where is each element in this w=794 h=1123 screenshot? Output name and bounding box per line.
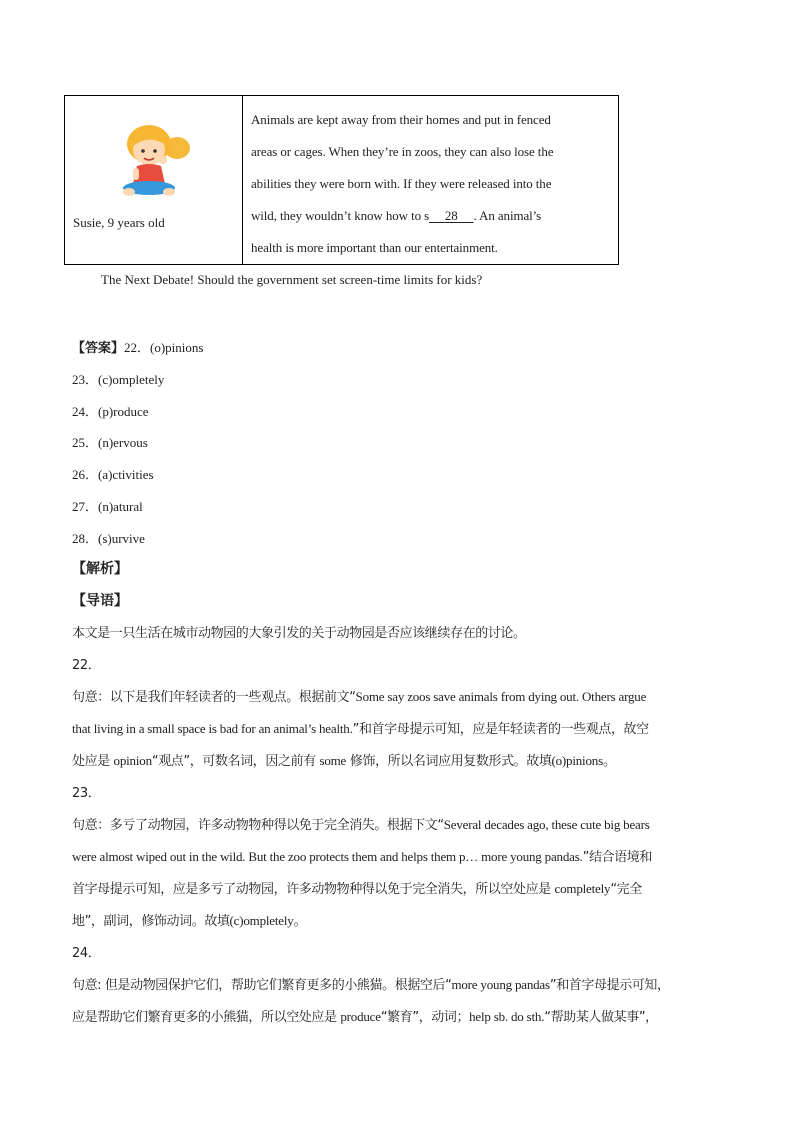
answer-item: 25．(n)ervous	[72, 435, 148, 450]
q22-line	[72, 750, 616, 769]
text: “完全	[610, 882, 642, 897]
text: 。	[293, 914, 307, 929]
quote-line: health is more important than our entertainment.	[251, 240, 498, 255]
q23-number: 23．	[72, 786, 101, 801]
text: Some say zoos save animals from dying out. Others argue	[355, 689, 647, 704]
text: 。	[602, 754, 616, 769]
q22-number: 22．	[72, 658, 101, 673]
text: “观点”，可数名词，因之前有	[151, 754, 320, 769]
quote-text: wild, they wouldn’t know how to s	[251, 208, 430, 223]
text: ”和首字母提示可知，	[549, 978, 670, 993]
answer-item: 24．(p)roduce	[72, 404, 149, 419]
text: 句意: 但是动物园保护它们，帮助它们繁育更多的小熊猫。根据空后“	[72, 978, 452, 993]
answer-item: 28．(s)urvive	[72, 531, 145, 546]
answer-item: 22．(o)pinions	[124, 340, 204, 355]
blank-28	[429, 200, 473, 232]
quote-cell	[243, 96, 618, 264]
quote-line: areas or cages. When they’re in zoos, they can also lose the	[251, 144, 554, 159]
intro-text: 本文是一只生活在城市动物园的大象引发的关于动物园是否应该继续存在的讨论。	[72, 626, 526, 641]
q22-line	[72, 686, 646, 705]
quote-line: Animals are kept away from their homes and put in fenced	[251, 112, 551, 127]
analysis-heading: 【解析】	[72, 561, 128, 577]
answer-item: 26．(a)ctivities	[72, 467, 154, 482]
text: 首字母提示可知，应是多亏了动物园，许多动物物种得以免于完全消失，所以空处应是	[72, 882, 555, 897]
text: ”和首字母提示可知，应是年轻读者的一些观点，故空	[352, 722, 649, 737]
text: more young pandas	[451, 977, 550, 992]
text: help sb. do sth.	[469, 1009, 545, 1024]
text: opinion	[113, 753, 152, 768]
text: 应是帮助它们繁育更多的小熊猫，所以空处应是	[72, 1010, 341, 1025]
text: completely	[554, 881, 611, 896]
text: ”结合语境和	[582, 850, 652, 865]
blank-number: 28	[444, 208, 458, 223]
answer-line	[72, 337, 203, 356]
next-debate-line: The Next Debate! Should the government set screen-time limits for kids?	[101, 272, 483, 287]
quote-text: . An animal’s	[473, 208, 542, 223]
text: were almost wiped out in the wild. But the zoo protects them and helps them p… more young pandas.	[72, 849, 583, 864]
q23-line	[72, 814, 650, 833]
text: produce	[340, 1009, 381, 1024]
quote-table	[64, 95, 619, 265]
text: (o)pinions	[551, 753, 603, 768]
text: that living in a small space is bad for an animal’s health.	[72, 721, 353, 736]
speaker-caption: Susie, 9 years old	[73, 215, 165, 230]
text: 句意：多亏了动物园，许多动物物种得以免于完全消失。根据下文“	[72, 818, 444, 833]
answer-label: 【答案】	[72, 341, 125, 356]
quote-line	[251, 200, 608, 232]
speaker-cell	[65, 96, 243, 264]
text: Several decades ago, these cute big bears	[443, 817, 650, 832]
q23-line	[72, 846, 652, 865]
q24-number: 24．	[72, 946, 101, 961]
answer-item: 23．(c)ompletely	[72, 372, 165, 387]
text: 地”，副词，修饰动词。故填	[72, 914, 230, 929]
text: some	[319, 753, 347, 768]
q23-line	[72, 878, 642, 897]
q24-line	[72, 974, 670, 993]
girl-illustration-icon	[105, 122, 197, 202]
quote-line: abilities they were born with. If they were released into the	[251, 176, 552, 191]
text: “繁育”，动词；	[380, 1010, 470, 1025]
answer-item: 27．(n)atural	[72, 499, 143, 514]
text: “帮助某人做某事”，	[544, 1010, 658, 1025]
q23-line	[72, 910, 306, 929]
q24-line	[72, 1006, 658, 1025]
intro-heading: 【导语】	[72, 593, 128, 609]
q22-line	[72, 718, 649, 737]
text: 句意：以下是我们年轻读者的一些观点。根据前文“	[72, 690, 356, 705]
text: 修饰，所以名词应用复数形式。故填	[346, 754, 552, 769]
text: (c)ompletely	[229, 913, 294, 928]
text: 处应是	[72, 754, 114, 769]
